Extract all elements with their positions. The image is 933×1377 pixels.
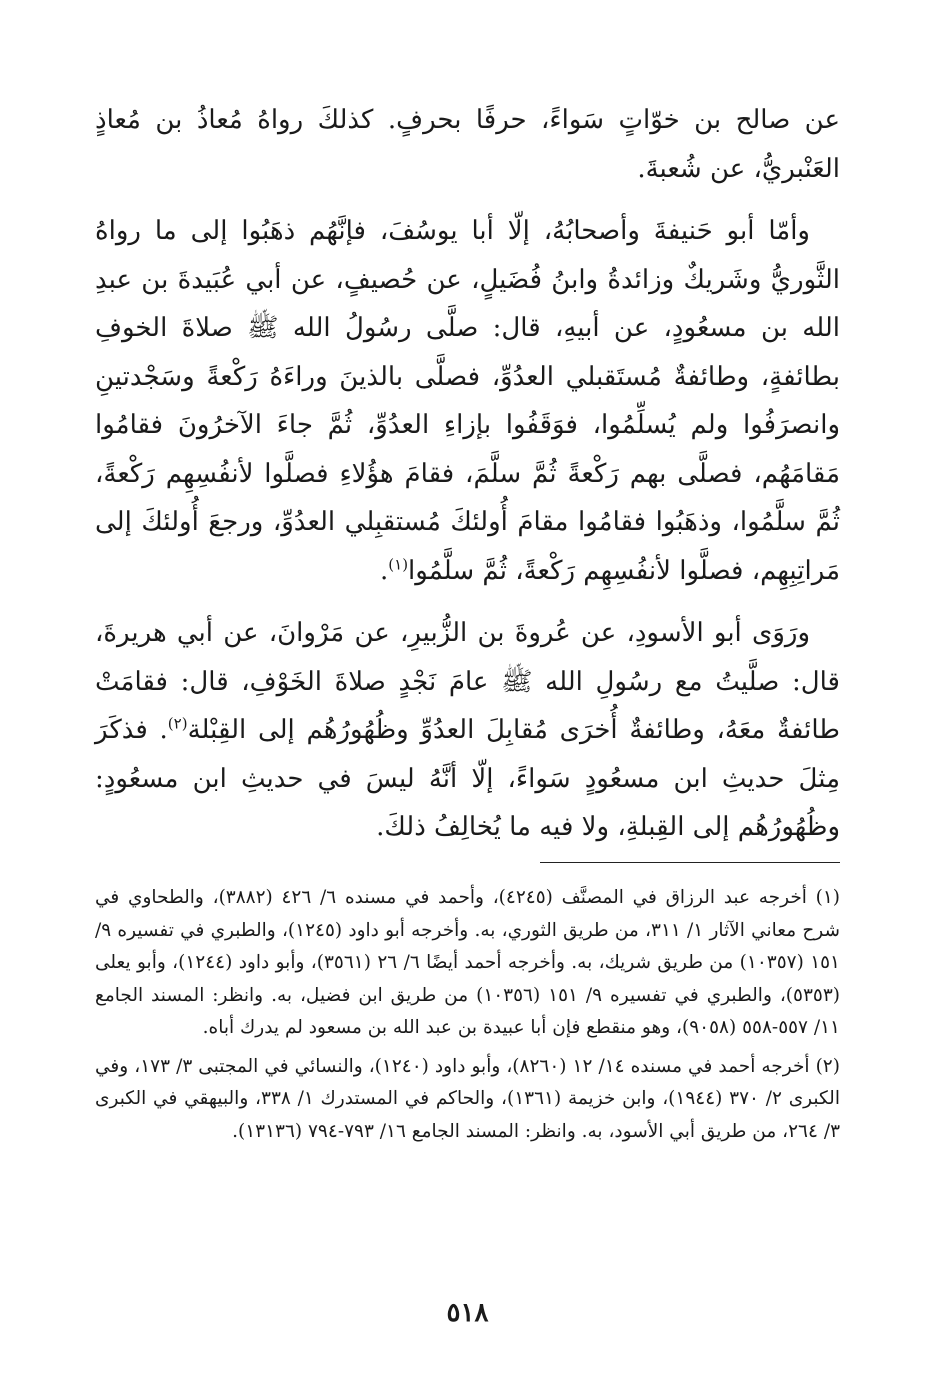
main-text bbox=[95, 96, 840, 852]
paragraph-3-text-a: ورَوَى أبو الأسودِ، عن عُروةَ بن الزُّبيرِ، عن مَرْوانَ، عن أبي هريرةَ، قال: صلَّيتُ مع رسُولِ الله ﷺ عامَ نَجْدٍ صلاةَ الخَوْفِ، قال: فقامَتْ طائفةٌ معَهُ، وطائفةٌ أُخرَى مُقابِلَ العدُوِّ وظُهُورُهُم إلى القِبْلة bbox=[95, 618, 840, 745]
paragraph-2-end: . bbox=[380, 555, 389, 586]
paragraph-2-text: وأمّا أبو حَنيفةَ وأصحابُهُ، إلّا أبا يوسُفَ، فإنَّهُم ذهَبُوا إلى ما رواهُ الثَّوريُّ وشَريكٌ وزائدةُ وابنُ فُضَيلٍ، عن حُصيفٍ، عن أبي عُبَيدةَ بن عبدِ الله بن مسعُودٍ، عن أبيهِ، قال: صلَّى رسُولُ الله ﷺ صلاةَ الخوفِ بطائفةٍ، وطائفةٌ مُستَقبلي العدُوِّ، فصلَّى بالذينَ وراءَهُ رَكْعةً وسَجْدتينِ وانصرَفُوا ولم يُسلِّمُوا، فوَقَفُوا بإزاءِ العدُوِّ، ثُمَّ جاءَ الآخرُونَ فقامُوا مَقامَهُم، فصلَّى بهم رَكْعةً ثُمَّ سلَّمَ، فقامَ هؤُلاءِ فصلَّوا لأنفُسِهِم رَكْعةً، ثُمَّ سلَّمُوا، وذهَبُوا فقامُوا مقامَ أُولئكَ مُستقبِلي العدُوِّ، ورجعَ أُولئكَ إلى مَراتِبِهِم، فصلَّوا لأنفُسِهِم رَكْعةً، ثُمَّ سلَّمُوا bbox=[95, 216, 840, 586]
footnote-ref-1[interactable]: (١) bbox=[388, 554, 409, 573]
footnotes bbox=[95, 882, 840, 1154]
footnote-divider bbox=[540, 862, 840, 863]
page-number: ٥١٨ bbox=[446, 1298, 489, 1328]
footnote-2: (٢) أخرجه أحمد في مسنده ١٤/ ١٢ (٨٢٦٠)، وأبو داود (١٢٤٠)، والنسائي في المجتبى ٣/ ١٧٣، وفي الكبرى ٢/ ٣٧٠ (١٩٤٤)، وابن خزيمة (١٣٦١)، والحاكم في المستدرك ١/ ٣٣٨، والبيهقي في الكبرى ٣/ ٢٦٤، من طريق أبي الأسود، به. وانظر: المسند الجامع ١٦/ ٧٩٣-٧٩٤ (١٣١٣٦). bbox=[95, 1055, 840, 1142]
paragraph-2 bbox=[95, 207, 840, 595]
footnote-ref-2[interactable]: (٢) bbox=[167, 714, 188, 733]
paragraph-1: عن صالح بن خوّاتٍ سَواءً، حرفًا بحرفٍ. كذلكَ رواهُ مُعاذُ بن مُعاذٍ العَنْبريُّ، عن شُعبةَ. bbox=[95, 105, 840, 184]
book-page bbox=[95, 96, 840, 1336]
paragraph-3 bbox=[95, 609, 840, 852]
paragraph-3-text-b: . فذكَرَ مِثلَ حديثِ ابن مسعُودٍ سَواءً، إلّا أنَّهُ ليسَ في حديثِ ابن مسعُودٍ: وظُهُورُهُم إلى القِبلةِ، ولا فيه ما يُخالِفُ ذلكَ. bbox=[95, 715, 840, 842]
footnote-1: (١) أخرجه عبد الرزاق في المصنَّف (٤٢٤٥)، وأحمد في مسنده ٦/ ٤٢٦ (٣٨٨٢)، والطحاوي في شرح معاني الآثار ١/ ٣١١، من طريق الثوري، به. وأخرجه أبو داود (١٢٤٥)، والطبري في تفسيره ٩/ ١٥١ (١٠٣٥٧) من طريق شريك، به. وأخرجه أحمد أيضًا ٦/ ٢٦ (٣٥٦١)، وأبو داود (١٢٤٤)، وأبو يعلى (٥٣٥٣)، والطبري في تفسيره ٩/ ١٥١ (١٠٣٥٦) من طريق ابن فضيل، به. وانظر: المسند الجامع ١١/ ٥٥٧-٥٥٨ (٩٠٥٨)، وهو منقطع فإن أبا عبيدة بن عبد الله بن مسعود لم يدرك أباه. bbox=[95, 887, 840, 1038]
